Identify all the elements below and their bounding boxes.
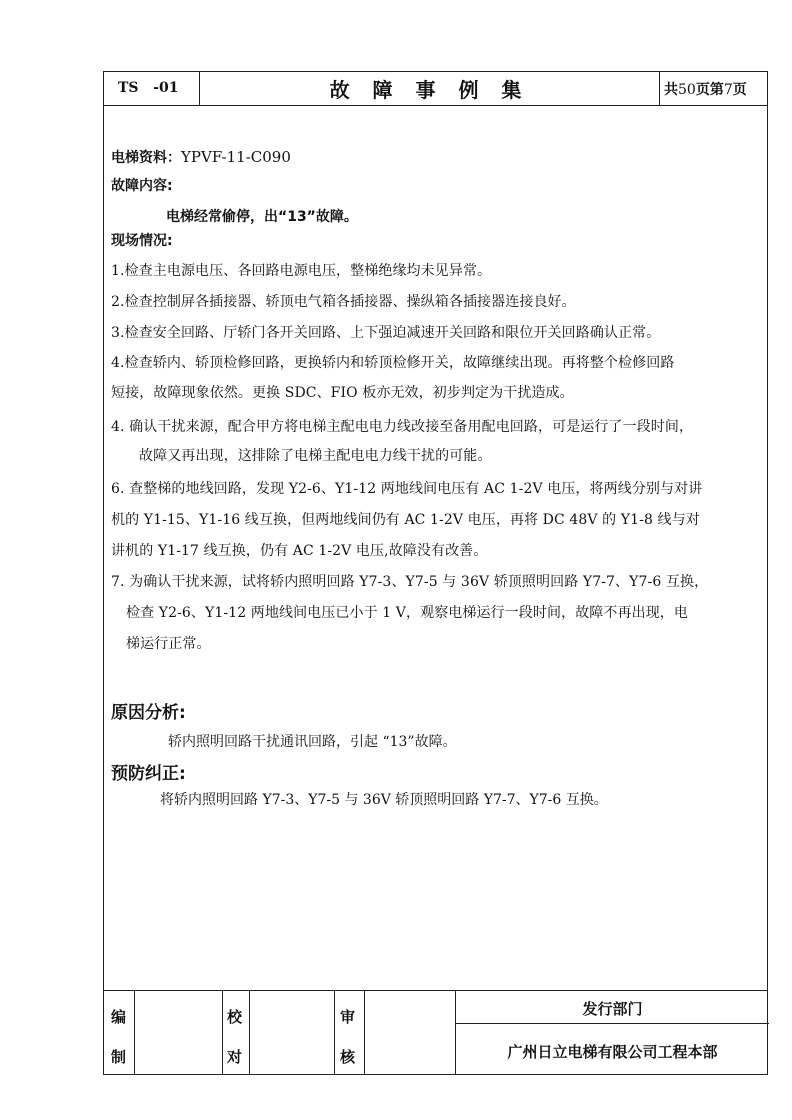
site-line-9: 机的 Y1-15、Y1-16 线互换，但两地线间仍有 AC 1-2V 电压，再将 DC 48V 的 Y1-8 线与对: [111, 512, 700, 528]
site-line-1: 1.检查主电源电压、各回路电源电压，整梯绝缘均未见异常。: [111, 263, 492, 279]
page-current: 7: [723, 82, 733, 98]
cause-text: 轿内照明回路干扰通讯回路，引起 “13”故障。: [168, 734, 457, 750]
bian-label: 编: [111, 1008, 127, 1026]
page-mid: 页第: [695, 82, 724, 98]
elevator-info-value: YPVF-11-C090: [181, 148, 291, 166]
prevention-text: 将轿内照明回路 Y7-3、Y7-5 与 36V 轿顶照明回路 Y7-7、Y7-6 互换。: [160, 792, 608, 808]
editor-label-cell: [104, 991, 135, 1075]
site-line-5: 短接，故障现象依然。更换 SDC、FIO 板亦无效，初步判定为干扰造成。: [111, 385, 574, 401]
site-line-2: 2.检查控制屏各插接器、轿顶电气箱各插接器、操纵箱各插接器连接良好。: [111, 294, 576, 310]
elevator-info: [111, 147, 291, 167]
checker-label-cell: [223, 991, 250, 1075]
fault-text: 电梯经常偷停，出“13”故障。: [166, 209, 358, 225]
editor-sign-cell: [135, 991, 223, 1075]
fault-label: 故障内容:: [111, 178, 173, 194]
dui-label: 对: [227, 1048, 243, 1066]
department-label: 发行部门: [456, 991, 769, 1024]
site-line-11: 7. 为确认干扰来源，试将轿内照明回路 Y7-3、Y7-5 与 36V 轿顶照明回路 Y7-7、Y7-6 互换，: [111, 574, 709, 590]
jiao-label: 校: [227, 1008, 243, 1026]
site-line-7: 故障又再出现，这排除了电梯主配电电力线干扰的可能。: [139, 448, 492, 464]
site-line-6: 4. 确认干扰来源，配合甲方将电梯主配电电力线改接至备用配电回路，可是运行了一段时间，: [111, 419, 694, 435]
signature-footer: [104, 990, 767, 1075]
document-header: [104, 72, 767, 106]
page-prefix: 共: [664, 82, 678, 98]
site-label: 现场情况:: [111, 233, 173, 249]
approver-label-cell: [335, 991, 365, 1075]
he-label: 核: [340, 1048, 356, 1066]
document-frame: [103, 71, 768, 1075]
approver-sign-cell: [365, 991, 456, 1075]
shen-label: 审: [340, 1008, 356, 1026]
department-name: 广州日立电梯有限公司工程本部: [507, 1043, 718, 1061]
site-line-4: 4.检查轿内、轿顶检修回路，更换轿内和轿顶检修开关，故障继续出现。再将整个检修回路: [111, 355, 675, 371]
page-total: 50: [678, 82, 696, 98]
issuing-department: [456, 991, 769, 1075]
page-suffix: 页: [732, 82, 747, 98]
page-indicator: [659, 72, 769, 105]
site-line-8: 6. 查整梯的地线回路，发现 Y2-6、Y1-12 两地线间电压有 AC 1-2V 电压，将两线分别与对讲: [111, 481, 703, 497]
site-line-10: 讲机的 Y1-17 线互换，仍有 AC 1-2V 电压,故障没有改善。: [111, 543, 488, 559]
site-line-3: 3.检查安全回路、厅轿门各开关回路、上下强迫减速开关回路和限位开关回路确认正常。: [111, 325, 661, 341]
site-line-12: 检查 Y2-6、Y1-12 两地线间电压已小于 1 V，观察电梯运行一段时间，故障不再出现，电: [126, 605, 688, 621]
document-title: 故 障 事 例 集: [200, 72, 660, 105]
cause-label: 原因分析:: [111, 703, 186, 723]
site-line-13: 梯运行正常。: [126, 636, 211, 652]
prevention-label: 预防纠正:: [111, 764, 186, 784]
zhi-label: 制: [111, 1048, 127, 1066]
elevator-info-label: 电梯资料：: [111, 150, 181, 166]
document-code: TS -01: [104, 72, 200, 105]
checker-sign-cell: [250, 991, 335, 1075]
